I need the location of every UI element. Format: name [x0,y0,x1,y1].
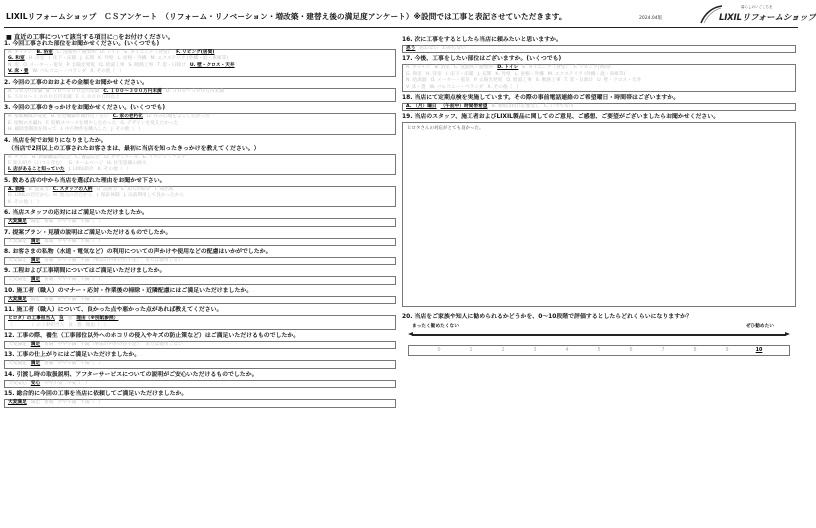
question-18-title: 18. 当店にて定期点検を実施しています。その際の事前電話連絡のご希望曜日・時間帯はございますか。 [402,95,680,102]
answer-option[interactable]: G. LIXILの店だから [8,193,50,199]
answer-option[interactable]: 悪 [67,316,73,322]
question-12 [4,332,396,349]
selected-option[interactable]: 大変満足 [8,296,27,302]
answer-option[interactable]: A. キッチン [8,50,33,55]
question-6-options [4,218,396,226]
selected-option[interactable]: C. 家の老朽化 [112,114,143,120]
answer-option[interactable]: F. 知人紹介（口コミ含む） [8,161,65,167]
answer-option[interactable]: X. その他（ [90,69,116,75]
answer-option[interactable]: G. ホームページ [68,161,104,167]
answer-option[interactable]: 良 [68,322,73,328]
answer-option[interactable]: E. ダイニング（食堂） [522,65,571,71]
answer-option[interactable]: 満足 [30,219,41,225]
question-5-title: 5. 数ある店の中から当店を選ばれた理由をお聞かせ下さい。 [4,177,166,184]
answer-option[interactable]: I. 床下・床暖 [445,71,474,77]
option-line [8,127,392,133]
question-13 [4,351,396,368]
selected-option[interactable]: A. （月）曜日 [406,104,437,110]
answer-option[interactable]: T. 窓・日除け [564,78,594,84]
answer-option[interactable]: 不満（ [80,277,95,283]
answer-option[interactable]: H. 洋室 [28,56,45,62]
question-3-title: 3. 今回の工事のきっかけをお聞かせください。(いくつでも) [4,105,166,112]
answer-option[interactable]: E. ５００～１,０００万円未満 [8,95,72,101]
answer-option[interactable]: 普通 [44,341,54,347]
answer-option[interactable]: A. キッチン [406,65,431,71]
answer-option[interactable]: ） [98,361,104,367]
answer-option[interactable]: 不満（ [80,400,95,406]
question-9 [4,267,396,284]
answer-option[interactable]: わからない [442,46,466,51]
answer-option[interactable]: 大変満足 [8,277,27,283]
selected-option[interactable]: 安心 [30,380,41,386]
question-11 [4,306,396,330]
option-line [8,323,392,329]
question-3-options [4,113,396,134]
arrow-shaft [412,334,786,335]
option-line [8,342,392,348]
answer-option[interactable]: やや不満 [57,361,77,367]
answer-option[interactable]: 不満（事前の声かけが不足） [80,341,142,347]
answer-option[interactable]: H. 地元の店だから [53,193,93,199]
right-column [402,36,796,356]
scale-right-label: ぜひ勧めたい [745,324,774,330]
answer-option[interactable]: または使用しない [145,341,183,347]
answer-option[interactable]: やや不満 [57,341,77,347]
answer-option[interactable]: ） [98,277,104,283]
question-11-title: 11. 施工者（職人）について、良かった点や悪かった点があれば教えてください。 [4,307,223,314]
answer-option[interactable]: G. 和室 [406,71,422,77]
lixil-logo [699,4,816,26]
question-1 [4,40,396,77]
selected-option[interactable]: 満足 [30,257,41,263]
question-9-title: 9. 工程および工事期間についてはご満足いただけましたか。 [4,268,166,275]
option-line [8,167,392,173]
answer-option[interactable]: K. 外壁 [98,56,114,62]
question-1-title: 1. 今回工事された部位をお聞かせください。(いくつでも) [4,41,160,47]
answer-option[interactable]: 大変満足 [8,238,27,244]
answer-option[interactable]: 不満（事前の声かけが不足） [80,257,142,263]
scale-labels [402,323,796,332]
answer-option[interactable]: P. 太陽光発電 [473,78,503,84]
scale-value[interactable]: 8 [693,348,697,354]
question-19-title: 19. 当店のスタッフ、施工者およびLIXIL製品に関してのご意見、ご感想、ご要望がございましたらお聞かせください。 [402,114,720,121]
question-4-title: 4. 当店を何でお知りになりましたか。 [4,137,107,144]
answer-option[interactable]: M. エクステリア (外構・庭・車庫等) [547,71,626,77]
answer-option[interactable]: L. 屋根・外構 [117,56,147,62]
answer-option[interactable]: 理由（ [85,322,100,328]
question-12-title: 12. 工事の際、養生（工事部位以外へのホコリの侵入やキズの防止策など）はご満足いただけるものでしたか。 [4,332,300,339]
question-4-subtitle: （当店で2回以上の工事されたお客さまは、最初に当店を知ったきっかけを教えてください。） [8,145,260,152]
question-2 [4,79,396,103]
answer-option[interactable]: A. チラシ [8,154,29,160]
answer-option[interactable]: ） [36,199,42,205]
question-18-options [402,103,796,111]
question-5 [4,177,396,207]
question-14-options [4,380,396,388]
option-line [8,239,392,245]
option-line [8,95,392,101]
question-6 [4,209,396,226]
answer-option[interactable]: ） [103,322,109,328]
scale-value[interactable]: 2 [501,348,505,354]
question-8 [4,248,396,265]
rating-scale [408,345,790,356]
answer-option[interactable]: F. 知名度 [154,186,174,192]
scale-arrow [408,332,790,337]
question-10-options [4,296,396,304]
answer-option[interactable]: 普通 [44,296,54,302]
answer-option[interactable]: K. 外壁 [495,71,511,77]
answer-option[interactable]: O. メーター・電気 [430,78,470,84]
question-17-options [402,64,796,92]
answer-option[interactable]: やや不満 [57,219,77,225]
answer-option[interactable]: 満足 [30,296,41,302]
question-11-options [4,315,396,330]
left-column [4,40,396,410]
answer-option[interactable]: X. その他（ [487,84,513,90]
selected-option[interactable]: F. リビング(居間) [176,50,215,55]
answer-option[interactable]: 大変満足 [8,361,27,367]
option-line [406,104,792,110]
question-10-title: 10. 施工者（職人）のマナー・応対・作業後の掃除・近隣配慮にはご満足いただけましたか。 [4,287,253,294]
answer-option[interactable]: G. デザインを変えたかった [120,120,179,126]
answer-option[interactable]: C. 洗面所・脱衣所 [56,50,96,55]
answer-option[interactable]: ） [98,296,104,302]
selected-option[interactable]: 思う [406,46,416,51]
answer-option[interactable]: 不満（ [80,296,95,302]
question-15 [4,390,396,407]
option-line [8,258,392,264]
option-line [406,85,792,91]
question-8-options [4,257,396,265]
answer-option[interactable]: 大変満足 [8,257,27,263]
selected-option[interactable]: 満足 [30,361,41,367]
question-13-options [4,360,396,368]
answer-option[interactable]: やや不満 [57,257,77,263]
survey-header [4,4,816,28]
selected-option[interactable]: A. 価格 [8,186,25,192]
answer-option[interactable]: A. ５０万円未満 [8,88,43,94]
question-20-title: 20. 当店をご家族や知人に勧められるかどうかを、0～10段階で評価するとしたらどれくらいになりますか？ [402,314,692,321]
question-7-title: 7. 提案プラン・見積の説明はご満足いただけるものでしたか。 [4,229,172,236]
answer-option[interactable]: 悪 [76,322,82,328]
scale-value[interactable]: 6 [629,348,633,354]
answer-option[interactable]: J. 以前利用して良かったから [123,193,185,199]
answer-option[interactable]: 不安（ [66,380,81,386]
question-9-options [4,276,396,284]
answer-option[interactable]: 大変満足 [8,341,27,347]
option-line [406,46,792,52]
option-line [8,297,392,303]
answer-option[interactable]: ） [119,69,124,75]
selected-option[interactable]: 満足 [30,277,41,283]
question-1-options [4,49,396,77]
answer-option[interactable]: S. 断熱工事 [535,78,561,84]
answer-option[interactable]: E. イベント・フェア [142,154,186,160]
answer-option[interactable]: C. いつでも可 [543,104,574,110]
answer-option[interactable]: K. その他（ [97,167,123,173]
answer-option[interactable]: 不満（ [80,361,95,367]
question-3 [4,104,396,134]
answer-option[interactable]: または使用しない [145,257,183,263]
question-10 [4,287,396,304]
question-4 [4,137,396,175]
scale-value[interactable]: 1 [469,348,473,354]
selected-option[interactable]: 大変満足 [8,400,27,406]
answer-option[interactable]: ） [98,219,104,225]
question-17-title: 17. 今後、工事をしたい部位はございますか。(いくつでも) [402,56,562,63]
answer-option[interactable]: やや不満 [57,238,77,244]
answer-option[interactable]: ） [126,167,132,173]
answer-option[interactable]: ） [516,84,522,90]
answer-option[interactable]: 普通 [44,238,54,244]
question-18 [402,94,796,111]
answer-option[interactable]: B. 住宅機器が壊れた・古い [50,114,109,120]
selected-option[interactable]: V. 床・畳 [8,69,29,75]
answer-option[interactable]: U. 壁・クロス・天井 [597,78,642,84]
answer-option[interactable]: J. 玄関 [477,71,492,77]
answer-option[interactable]: 普通 [44,361,54,367]
answer-option[interactable]: D. ３００～５００万円未満 [165,88,224,94]
selected-option[interactable]: 満足 [30,238,41,244]
option-line [8,381,392,387]
answer-option[interactable]: B. 新聞雑誌の広告 [32,154,72,160]
option-line [8,400,392,406]
answer-option[interactable]: E. ダイニング（食堂） [124,50,173,55]
answer-option[interactable]: A. 家族構成の変化 [8,114,47,120]
scale-value[interactable]: 3 [533,348,537,354]
answer-option[interactable]: E. 知人の紹介 [121,186,151,192]
logo-tagline: 暮らしのいごこちを [741,5,773,9]
answer-option[interactable]: Q. 給湯工事 [506,78,532,84]
answer-option[interactable]: ） [85,380,90,386]
answer-option[interactable]: ） [98,400,104,406]
answer-option[interactable]: K. その他（ [8,199,33,205]
answer-option[interactable]: N. 窓 [8,62,20,68]
answer-option[interactable]: 不満（ [80,238,95,244]
option-line [8,219,392,225]
option-line [8,361,392,367]
answer-option[interactable]: やや不満 [57,296,77,302]
answer-option[interactable]: 普通 [44,277,54,283]
selected-option[interactable]: （午前中）時間帯希望 [440,104,488,110]
selected-option[interactable]: I. 店があること知っていた [8,167,65,173]
answer-option[interactable]: I. 床下・床暖 [48,56,77,62]
answer-option[interactable]: D. 住み心地をよくしたかった [146,114,210,120]
answer-option[interactable]: D. タウンメール [104,154,139,160]
scale-value[interactable]: 4 [565,348,569,354]
answer-option[interactable]: T. 窓・日除け [157,62,186,68]
selected-option[interactable]: G. 和室 [8,56,25,62]
selected-option[interactable]: C. スタッフの人柄 [52,186,93,192]
answer-option[interactable]: やや不安 [44,380,63,386]
answer-option[interactable]: J. 玄関 [80,56,95,62]
question-6-title: 6. 当店スタッフの応対にはご満足いただけましたか。 [4,210,148,217]
answer-option[interactable]: I. 中古物件を購入した [60,127,108,133]
answer-option[interactable]: E. 屋根の水漏れ [8,120,43,126]
scale-value[interactable]: 0 [437,348,441,354]
answer-option[interactable]: D. 技術力 [96,186,118,192]
answer-option[interactable]: C. 雑誌広告 [75,154,101,160]
arrow-right-icon [785,332,790,336]
scale-value[interactable]: 7 [661,348,665,354]
answer-option[interactable]: J. LIXIL紹介 [68,167,94,173]
question-5-options [4,186,396,207]
question-13-title: 13. 工事の仕上がりにはご満足いただけましたか。 [4,352,141,359]
scale-value[interactable]: 9 [725,348,729,354]
answer-option[interactable]: やや不満 [57,400,77,406]
answer-option[interactable]: 満足 [30,400,41,406]
answer-option[interactable]: C. 洗面所・脱衣所 [454,65,494,71]
question-20 [402,313,796,356]
selected-option[interactable]: 良 [58,316,64,322]
version-date: 2024.04版 [639,16,663,21]
option-line [8,69,392,75]
answer-option[interactable]: （ ）の工事担当人 [8,322,65,328]
question-16-options [402,45,796,53]
logo-wordmark: LIXILリフォームショップ [719,13,816,23]
selected-option[interactable]: D. トイレ [497,65,519,71]
answer-option[interactable]: B. 提案力 [28,186,49,192]
question-15-options [4,399,396,407]
answer-option[interactable]: W. バルコニー・ベランダ [32,69,87,75]
answer-option[interactable]: L. 屋根・外構 [514,71,544,77]
question-14-title: 14. 引渡し時の取扱説明、アフターサービスについての説明がご安心いただけるものでしたか。 [4,371,258,378]
answer-option[interactable]: H. 洋室 [426,71,442,77]
answer-option[interactable]: 思わない [419,46,439,51]
answer-option[interactable]: W. バルコニー・ベランダ [429,84,484,90]
question-12-options [4,341,396,349]
question-8-title: 8. お客さまの私物（水道・電気など）の利用についての声かけや使用などの配慮はいかがでしたか。 [4,248,272,255]
question-17 [402,55,796,92]
selected-option[interactable]: U. 壁・クロス・天井 [189,62,235,68]
question-15-title: 15. 総合的に今回の工事を当店に依頼してご満足いただけましたか。 [4,391,188,398]
answer-option[interactable]: F. １,０００万円以上 [75,95,120,101]
answer-option[interactable]: I. 保証体制 [96,193,120,199]
survey-title: LIXILリフォームショップ ＣＳアンケート （リフォーム・リノベーション・増改築・建替え後の満足度アンケート）※設問では工事と表記させていただきます。 [6,12,567,21]
answer-option[interactable]: やや不満 [57,277,77,283]
answer-option[interactable]: M. エクステリア (外構・庭・車庫等) [150,56,229,62]
question-7 [4,229,396,246]
comment-box[interactable] [402,122,796,307]
answer-option[interactable]: D. トイレ [99,50,121,55]
question-16 [402,36,796,53]
option-line [8,200,392,206]
answer-option[interactable]: S. 断熱工事 [128,62,154,68]
comment-answer: ヒロタさんの対応がとても良かった。 [407,126,484,132]
answer-option[interactable]: O. メーター・電気 [23,62,63,68]
scale-left-label: まったく勧めたくない [412,324,459,330]
answer-option[interactable]: ） [138,127,144,133]
answer-option[interactable]: 普通 [44,257,54,263]
answer-option[interactable]: H. 住宅設備の展示 [107,161,147,167]
answer-option[interactable]: 普通 [44,400,54,406]
selected-option[interactable]: B. 浴室 [36,50,53,55]
answer-option[interactable]: 大変安心 [8,380,27,386]
question-4-options [4,154,396,175]
answer-option[interactable]: 普通 [44,219,54,225]
question-7-options [4,238,396,246]
answer-option[interactable]: F. リビング(居間) [574,65,611,71]
scale-value[interactable]: 5 [597,348,601,354]
answer-option[interactable]: J. その他（ [111,127,135,133]
selected-option[interactable]: ヒロタ）の工事担当人 [8,316,55,322]
selected-option[interactable]: 大変満足 [8,219,27,225]
answer-option[interactable]: V. 床・畳 [406,84,426,90]
option-line [8,277,392,283]
selected-option[interactable]: 理由（※別紙参照） [76,316,119,322]
question-19 [402,113,796,307]
question-16-title: 16. 次に工事をするとしたら当店に頼みたいと思いますか。 [402,37,562,43]
question-14 [4,371,396,388]
question-2-title: 2. 今回の工事のおおよその金額をお聞かせください。 [4,79,148,86]
answer-option[interactable]: B. 浴室 [434,65,451,71]
instruction-text: ■ 直近の工事について該当する項目に○をお付けください。 [6,34,174,41]
answer-option[interactable]: 不満（ [80,219,95,225]
answer-option[interactable]: N. 給湯器 [406,78,427,84]
answer-option[interactable]: P. 太陽光発電 [66,62,95,68]
answer-option[interactable]: ） [98,238,104,244]
question-2-options [4,88,396,103]
selected-option[interactable]: 満足 [30,341,41,347]
answer-option[interactable]: H. 補助金制度を知って [8,127,57,133]
answer-option[interactable]: B. ５０～１００万円未満 [46,88,100,94]
answer-option[interactable]: F. 収納スペースを増やしたかった [46,120,117,126]
answer-option[interactable]: B. 連絡は特に必要なし [491,104,540,110]
selected-option[interactable]: C. １００～３００万円未満 [103,88,162,94]
answer-option[interactable]: Q. 給湯工事 [99,62,125,68]
scale-value-selected[interactable]: 10 [755,348,763,354]
